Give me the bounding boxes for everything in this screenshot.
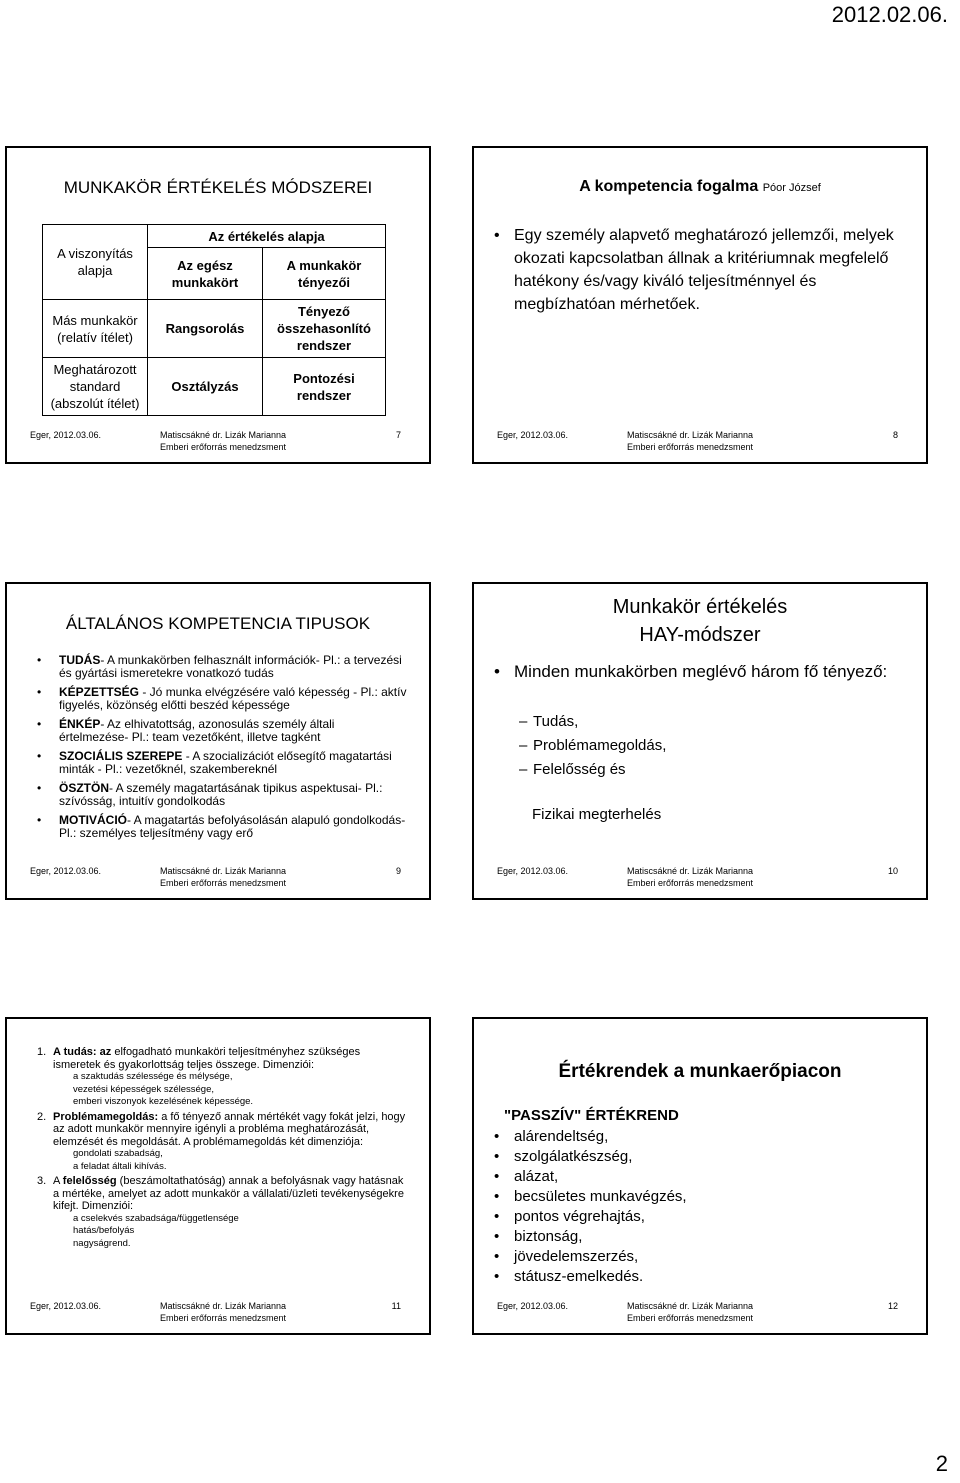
list-item: • alárendeltség,: [494, 1128, 609, 1145]
bullet-icon: •: [37, 749, 42, 763]
table-cell: Rangsorolás: [148, 300, 263, 358]
slide-footer: [7, 422, 429, 462]
page-number: 2: [935, 1451, 948, 1476]
header-date: 2012.02.06.: [831, 2, 948, 27]
table-cell: Tényező összehasonlító rendszer: [263, 300, 386, 358]
title-author: Póor József: [762, 182, 821, 194]
competency-list: [37, 654, 407, 846]
list-item: • MOTIVÁCIÓ- A magatartás befolyásolásán alapuló gondolkodás- Pl.: személyes teljesítmény vagy erő: [37, 813, 406, 840]
slide-title: Értékrendek a munkaerőpiacon: [558, 1061, 842, 1082]
footer-date: Eger, 2012.03.06.: [30, 866, 102, 876]
bullet-icon: •: [494, 1208, 500, 1225]
footer-date: Eger, 2012.03.06.: [30, 430, 102, 440]
bullet-icon: •: [494, 1168, 500, 1185]
bullet-icon: •: [494, 227, 500, 244]
footer-author: Matiscsákné dr. Lizák Marianna Emberi erőforrás menedzsment: [160, 866, 287, 888]
bullet-icon: •: [494, 1228, 500, 1245]
list-item: • pontos végrehajtás,: [494, 1208, 645, 1225]
table-cell: Osztályzás: [148, 358, 263, 416]
list-item: 1. A tudás: az elfogadható munkaköri teljesítményhez szükséges ismeretek és gyakorlottság teljes összege. Dimenziói: a szaktudás szélessége és mélysége, vezetési képességek szélessége, emberi viszonyok kezelésének képessége.: [37, 1046, 361, 1107]
slide-footer: [7, 858, 429, 898]
bullet-icon: •: [37, 653, 42, 667]
footer-date: Eger, 2012.03.06.: [30, 1301, 102, 1311]
footer-date: Eger, 2012.03.06.: [497, 866, 569, 876]
list-item: • becsületes munkavégzés,: [494, 1188, 687, 1205]
footer-author: Matiscsákné dr. Lizák Marianna Emberi erőforrás menedzsment: [627, 866, 754, 888]
bullet-icon: •: [37, 717, 42, 731]
list-item: • biztonság,: [494, 1228, 583, 1245]
bullet-icon: •: [37, 781, 42, 795]
section-heading: "PASSZÍV" ÉRTÉKREND: [504, 1107, 679, 1124]
footer-author: Matiscsákné dr. Lizák Marianna Emberi erőforrás menedzsment: [627, 430, 754, 452]
slide-number: 10: [887, 866, 898, 876]
slide-12: [472, 1017, 928, 1335]
slide-subtitle: HAY-módszer: [639, 624, 761, 646]
extra-factor: Fizikai megterhelés: [532, 806, 662, 823]
bullet-icon: •: [494, 1268, 500, 1285]
row-label: Más munkakör (relatív ítélet): [43, 300, 148, 358]
list-item: • státusz-emelkedés.: [494, 1268, 644, 1285]
list-item: • jövedelemszerzés,: [494, 1248, 639, 1265]
slide-10: [472, 582, 928, 900]
slide-8: [472, 146, 928, 464]
slide-footer: [474, 1293, 926, 1333]
bullet-icon: •: [37, 685, 42, 699]
slide-title: A kompetencia fogalma Póor József: [579, 178, 821, 195]
table-cell: Az egész munkakört: [148, 248, 263, 300]
list-item: • szolgálatkészség,: [494, 1148, 633, 1165]
slide-title: MUNKAKÖR ÉRTÉKELÉS MÓDSZEREI: [63, 178, 373, 197]
definition-bullet: • Egy személy alapvető meghatározó jellemzői, melyek okozati kapcsolatban állnak a kritériumnak megfelelő hatékony és/vagy kiváló teljesítménnyel és megbízhatóan mérhetőek.: [514, 224, 894, 316]
slide-footer: [7, 1293, 429, 1333]
dash-icon: –: [519, 713, 528, 730]
list-item: – Tudás,: [519, 710, 666, 734]
slide-title: Munkakör értékelés: [612, 596, 788, 618]
list-item: • alázat,: [494, 1168, 559, 1185]
list-item: • ÉNKÉP- Az elhivatottság, azonosulás személy általi értelmezése- Pl.: team vezetőként, illetve tagként: [37, 717, 335, 744]
bullet-icon: •: [494, 1248, 500, 1265]
table-cell: Pontozési rendszer: [263, 358, 386, 416]
slide-footer: [474, 422, 926, 462]
methods-table: [42, 224, 386, 416]
list-item: – Problémamegoldás,: [519, 734, 666, 758]
slide-title: ÁLTALÁNOS KOMPETENCIA TIPUSOK: [65, 614, 371, 633]
list-item: 3. A felelősség (beszámoltathatóság) annak a befolyásnak vagy hatásnak a mértéke, amelyet az adott munkakör a vállalati/üzleti tevékenységekre kifejt. Dimenziói: a cselekvés szabadsága/függetlensége hatás/befolyás nagyságrend.: [37, 1175, 404, 1249]
bullet-icon: •: [494, 1148, 500, 1165]
bullet-icon: •: [494, 1128, 500, 1145]
slide-footer: [474, 858, 926, 898]
footer-date: Eger, 2012.03.06.: [497, 1301, 569, 1311]
footer-author: Matiscsákné dr. Lizák Marianna Emberi erőforrás menedzsment: [160, 430, 287, 452]
table-cell: A munkakör tényezői: [263, 248, 386, 300]
slide-number: 11: [391, 1301, 401, 1311]
list-item: 2. Problémamegoldás: a fő tényező annak mértékét vagy fokát jelzi, hogy az adott munkakör mennyire igényli a probléma meghatározását, elemzését és megoldását. A problémamegoldás két dimenziója: gondolati szabadság, a feladat általi kihívás.: [37, 1110, 406, 1172]
list-item: • ÖSZTÖN- A személy magatartásának tipikus aspektusai- Pl.: szívósság, intuitív gondolkodás: [37, 781, 383, 808]
slide-number: 7: [395, 430, 401, 440]
list-item: • KÉPZETTSÉG - Jó munka elvégzésére való képesség - Pl.: aktív figyelés, közönség előtti beszéd képessége: [37, 685, 407, 712]
hay-factor-list: [37, 1046, 407, 1252]
bullet-icon: •: [494, 662, 500, 681]
table-header: Az értékelés alapja: [148, 225, 386, 248]
row-label: A viszonyítás alapja: [43, 225, 148, 300]
slide-number: 8: [892, 430, 898, 440]
list-item: • SZOCIÁLIS SZEREPE - A szocializációt elősegítő magatartási minták - Pl.: vezetőknél, szakembereknél: [37, 749, 392, 776]
slide-9: [5, 582, 431, 900]
footer-author: Matiscsákné dr. Lizák Marianna Emberi erőforrás menedzsment: [160, 1301, 287, 1323]
list-item: • TUDÁS- A munkakörben felhasznált információk- Pl.: a tervezési és gyártási ismeretekre vonatkozó tudás: [37, 653, 402, 680]
slide-number: 9: [395, 866, 401, 876]
dash-icon: –: [519, 761, 528, 778]
slide-7: [5, 146, 431, 464]
dash-icon: –: [519, 737, 528, 754]
factor-list: [519, 710, 666, 782]
bullet-icon: •: [37, 813, 42, 827]
lead-bullet: • Minden munkakörben meglévő három fő tényező:: [494, 662, 888, 681]
slide-number: 12: [887, 1301, 898, 1311]
footer-date: Eger, 2012.03.06.: [497, 430, 569, 440]
bullet-icon: •: [494, 1188, 500, 1205]
list-item: – Felelősség és: [519, 758, 666, 782]
footer-author: Matiscsákné dr. Lizák Marianna Emberi erőforrás menedzsment: [627, 1301, 754, 1323]
value-list: [494, 1127, 687, 1287]
slide-11: [5, 1017, 431, 1335]
row-label: Meghatározott standard (abszolút ítélet): [43, 358, 148, 416]
